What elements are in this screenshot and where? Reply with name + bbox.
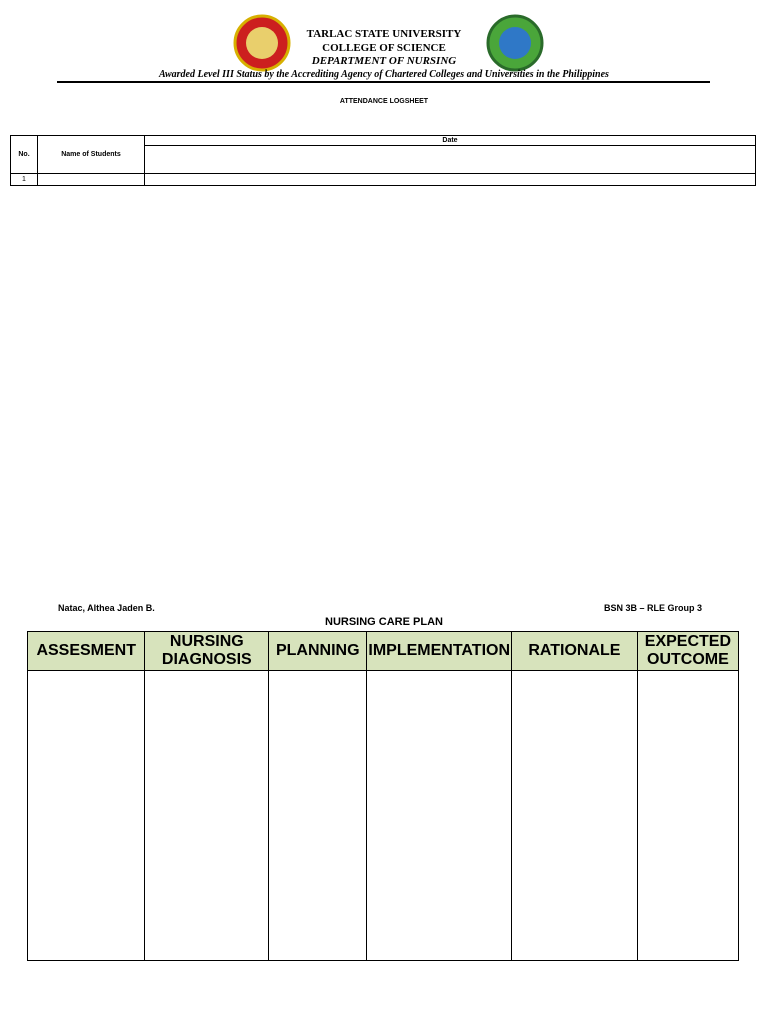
ncp-col-planning: PLANNING (269, 632, 367, 671)
ncp-body-row (28, 671, 739, 961)
ncp-title: NURSING CARE PLAN (325, 616, 443, 628)
ncp-col-rationale: RATIONALE (512, 632, 638, 671)
accreditation-line: Awarded Level III Status by the Accrediting Agency of Chartered Colleges and Universities in the Philippines (159, 69, 609, 80)
ncp-col-assessment: ASSESMENT (28, 632, 145, 671)
ncp-cell-rationale[interactable] (512, 671, 638, 961)
ncp-group: BSN 3B – RLE Group 3 (604, 603, 703, 613)
college-name: COLLEGE OF SCIENCE (322, 42, 446, 54)
ncp-col-implementation: IMPLEMENTATION (367, 632, 512, 671)
attendance-title: ATTENDANCE LOGSHEET (339, 98, 429, 105)
row-no: 1 (11, 174, 38, 186)
table-row (11, 174, 756, 186)
nursing-care-plan-table (27, 631, 739, 961)
ncp-col-expected-outcome: EXPECTED OUTCOME (637, 632, 738, 671)
student-name-cell[interactable] (38, 174, 145, 186)
ncp-cell-planning[interactable] (269, 671, 367, 961)
ncp-cell-expected-outcome[interactable] (637, 671, 738, 961)
date-header: Date (145, 136, 756, 146)
ncp-student-name: Natac, Althea Jaden B. (58, 603, 155, 613)
date-cells[interactable] (145, 174, 756, 186)
attendance-table (10, 135, 756, 186)
university-name: TARLAC STATE UNIVERSITY (306, 28, 462, 40)
header-divider (57, 81, 710, 83)
department-name: DEPARTMENT OF NURSING (311, 55, 457, 67)
ncp-col-nursing-diagnosis: NURSING DIAGNOSIS (145, 632, 269, 671)
ncp-cell-assessment[interactable] (28, 671, 145, 961)
date-subheader-row (145, 146, 756, 174)
col-no: No. (11, 136, 38, 174)
ncp-cell-implementation[interactable] (367, 671, 512, 961)
ncp-cell-nursing-diagnosis[interactable] (145, 671, 269, 961)
page1-header (0, 12, 768, 82)
col-name: Name of Students (38, 136, 145, 174)
